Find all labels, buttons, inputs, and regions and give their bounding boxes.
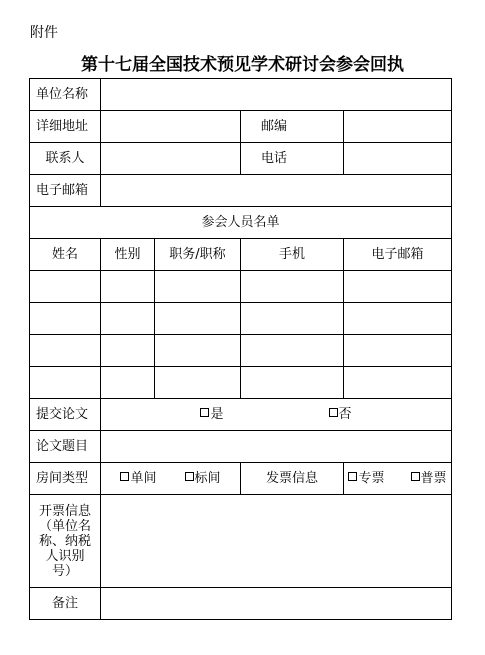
- billing-info-field[interactable]: [101, 495, 452, 588]
- invoice-special-option[interactable]: [348, 471, 384, 487]
- registration-form-table: [29, 78, 452, 620]
- phone-field[interactable]: [344, 143, 452, 175]
- row-attendee-title: [30, 207, 452, 239]
- col-header-mobile: 手机: [241, 239, 344, 271]
- col-header-name: 姓名: [30, 239, 101, 271]
- remarks-label: 备注: [30, 588, 101, 620]
- attendee-gender-cell[interactable]: [101, 271, 155, 303]
- col-header-email: 电子邮箱: [344, 239, 452, 271]
- room-single-option[interactable]: [120, 471, 156, 487]
- attendee-name-cell[interactable]: [30, 271, 101, 303]
- attendee-gender-cell[interactable]: [101, 367, 155, 399]
- phone-label: 电话: [241, 143, 344, 175]
- email-label: 电子邮箱: [30, 175, 101, 207]
- attendee-row: [30, 271, 452, 303]
- attendee-row: [30, 335, 452, 367]
- address-field[interactable]: [101, 111, 241, 143]
- billing-info-label-line: （单位名: [38, 518, 91, 534]
- room-standard-label: 标间: [194, 470, 221, 486]
- attendee-email-cell[interactable]: [344, 335, 452, 367]
- invoice-special-label: 专票: [358, 470, 385, 486]
- attendee-gender-cell[interactable]: [101, 335, 155, 367]
- invoice-normal-label: 普票: [420, 470, 447, 486]
- contact-label: 联系人: [30, 143, 101, 175]
- checkbox-icon[interactable]: [120, 472, 129, 481]
- attendee-gender-cell[interactable]: [101, 303, 155, 335]
- attendee-email-cell[interactable]: [344, 271, 452, 303]
- col-header-position: 职务/职称: [155, 239, 241, 271]
- row-unit-name: [30, 79, 452, 111]
- paper-title-label: 论文题目: [30, 431, 101, 463]
- address-label: 详细地址: [30, 111, 101, 143]
- submit-yes-label: 是: [210, 406, 224, 422]
- attendee-email-cell[interactable]: [344, 303, 452, 335]
- billing-info-label-line: 称、纳税: [38, 533, 91, 549]
- attendee-name-cell[interactable]: [30, 367, 101, 399]
- attendee-mobile-cell[interactable]: [241, 367, 344, 399]
- checkbox-icon[interactable]: [185, 472, 194, 481]
- form-title: 第十七届全国技术预见学术研讨会参会回执: [81, 55, 404, 75]
- room-type-options: [101, 463, 241, 495]
- attendee-mobile-cell[interactable]: [241, 271, 344, 303]
- room-type-label: 房间类型: [30, 463, 101, 495]
- row-room-invoice: [30, 463, 452, 495]
- col-header-gender: 性别: [101, 239, 155, 271]
- invoice-normal-option[interactable]: [411, 471, 447, 487]
- row-attendee-header: [30, 239, 452, 271]
- attendee-position-cell[interactable]: [155, 303, 241, 335]
- billing-info-label-line: 开票信息: [38, 503, 91, 519]
- postcode-field[interactable]: [344, 111, 452, 143]
- submit-no-option[interactable]: [329, 407, 352, 423]
- billing-info-label-line: 人识别: [45, 548, 85, 564]
- submit-yes-option[interactable]: [200, 407, 223, 423]
- attendee-row: [30, 303, 452, 335]
- checkbox-icon[interactable]: [329, 408, 338, 417]
- billing-info-label-line: 号）: [51, 563, 78, 579]
- attendee-mobile-cell[interactable]: [241, 303, 344, 335]
- attendee-name-cell[interactable]: [30, 335, 101, 367]
- invoice-options: [344, 463, 452, 495]
- row-remarks: [30, 588, 452, 620]
- attendee-position-cell[interactable]: [155, 335, 241, 367]
- contact-field[interactable]: [101, 143, 241, 175]
- checkbox-icon[interactable]: [348, 472, 357, 481]
- invoice-info-label: 发票信息: [241, 463, 344, 495]
- submit-no-label: 否: [338, 406, 352, 422]
- unit-name-field[interactable]: [101, 79, 452, 111]
- paper-title-field[interactable]: [101, 431, 452, 463]
- unit-name-label: 单位名称: [30, 79, 101, 111]
- attendee-mobile-cell[interactable]: [241, 335, 344, 367]
- remarks-field[interactable]: [101, 588, 452, 620]
- submit-paper-options: [101, 399, 452, 431]
- attachment-label: 附件: [30, 25, 58, 41]
- room-standard-option[interactable]: [185, 471, 221, 487]
- submit-paper-label: 提交论文: [30, 399, 101, 431]
- attendee-name-cell[interactable]: [30, 303, 101, 335]
- attendee-email-cell[interactable]: [344, 367, 452, 399]
- attendee-position-cell[interactable]: [155, 271, 241, 303]
- postcode-label: 邮编: [241, 111, 344, 143]
- checkbox-icon[interactable]: [200, 408, 209, 417]
- email-field[interactable]: [101, 175, 452, 207]
- row-email: [30, 175, 452, 207]
- row-contact: [30, 143, 452, 175]
- row-submit-paper: [30, 399, 452, 431]
- row-billing-info: [30, 495, 452, 588]
- checkbox-icon[interactable]: [411, 472, 420, 481]
- billing-info-label: [30, 495, 101, 588]
- row-address: [30, 111, 452, 143]
- attendee-row: [30, 367, 452, 399]
- room-single-label: 单间: [130, 470, 157, 486]
- row-paper-title: [30, 431, 452, 463]
- attendee-position-cell[interactable]: [155, 367, 241, 399]
- attendee-list-title: 参会人员名单: [30, 207, 452, 239]
